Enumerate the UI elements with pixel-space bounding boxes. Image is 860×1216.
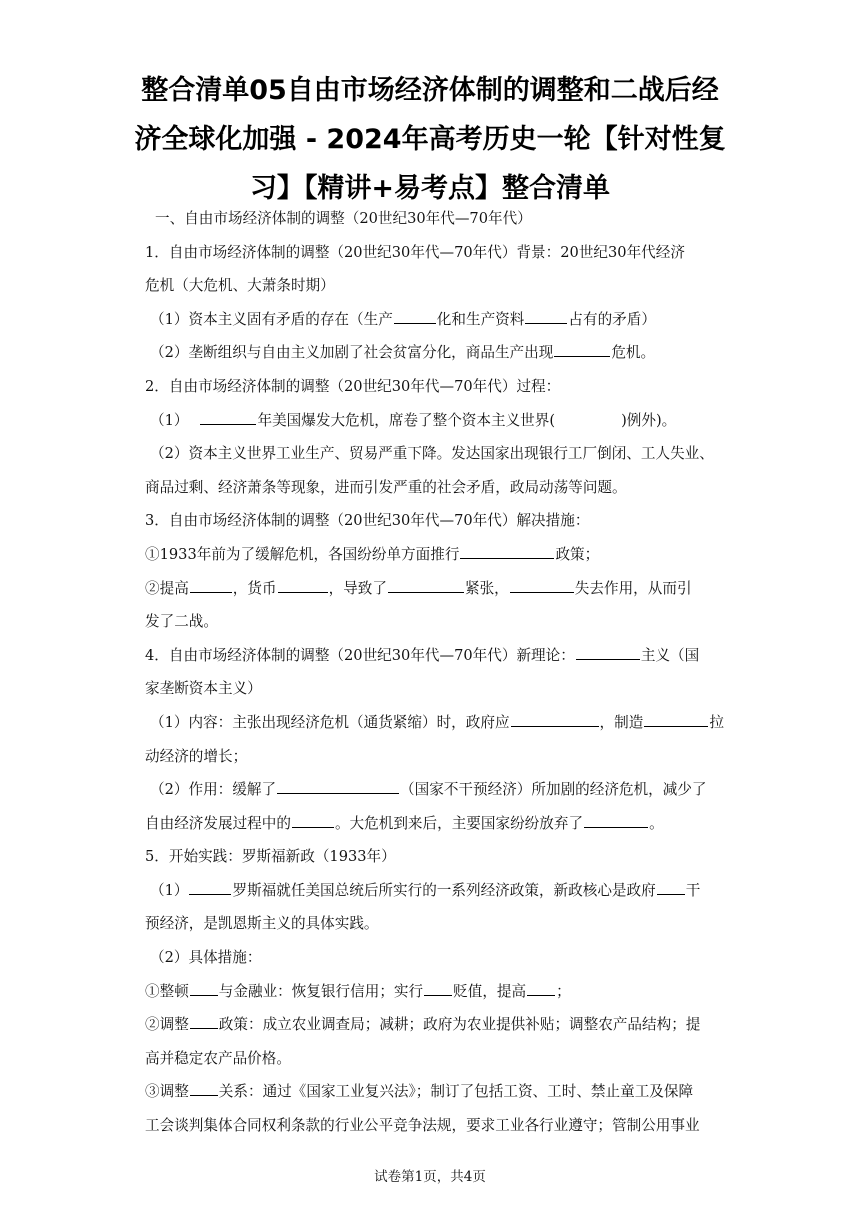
text-line: 3．自由市场经济体制的调整（20世纪30年代—70年代）解决措施： (145, 512, 590, 530)
text-line: ②提高 ，货币 ，导致了 紧张， 失去作用，从而引 (145, 572, 725, 606)
text-line: 家垄断资本主义） (145, 680, 262, 698)
text-line: ①1933年前为了缓解危机，各国纷纷单方面推行 政策； (145, 538, 725, 572)
text-line: 1．自由市场经济体制的调整（20世纪30年代—70年代）背景：20世纪30年代经济 (145, 243, 685, 261)
text-line: ①整顿 与金融业：恢复银行信用；实行 贬值，提高 ； (145, 975, 725, 1009)
fill-blank[interactable] (278, 574, 328, 593)
title-line-1: 整合清单05自由市场经济体制的调整和二战后经 (141, 75, 719, 106)
fill-blank[interactable] (510, 574, 574, 593)
section-heading: 一、自由市场经济体制的调整（20世纪30年代—70年代） (155, 210, 532, 227)
fill-blank[interactable] (527, 977, 555, 996)
text-line: （2）作用：缓解了 （国家不干预经济）所加剧的经济危机，减少了 (145, 773, 725, 807)
fill-blank[interactable] (511, 708, 599, 727)
text-line: （2）资本主义世界工业生产、贸易严重下降。发达国家出现银行工厂倒闭、工人失业、 (150, 445, 714, 463)
text-line: 自由经济发展过程中的 。大危机到来后，主要国家纷纷放弃了 。 (145, 807, 725, 841)
text-line: （1）资本主义固有矛盾的存在（生产 化和生产资料 占有的矛盾） (145, 303, 725, 337)
text-line: （2）具体措施： (150, 949, 262, 967)
text-line: 预经济，是凯恩斯主义的具体实践。 (145, 915, 379, 933)
fill-blank[interactable] (190, 1077, 218, 1096)
fill-blank[interactable] (525, 305, 567, 324)
text-line: 动经济的增长； (145, 747, 248, 765)
title-line-3: 习】【精讲+易考点】整合清单 (249, 173, 611, 204)
text-line: ③调整 关系：通过《国家工业复兴法》；制订了包括工资、工时、禁止童工及保障 (145, 1075, 725, 1109)
text-line: 2．自由市场经济体制的调整（20世纪30年代—70年代）过程： (145, 377, 561, 395)
text-line: 4．自由市场经济体制的调整（20世纪30年代—70年代）新理论： 主义（国 (145, 639, 725, 673)
text-line: （1）内容：主张出现经济危机（通货紧缩）时，政府应 ，制造 拉 (145, 706, 725, 740)
document-body (145, 202, 725, 1143)
fill-blank[interactable] (189, 876, 231, 895)
text-line: （1） 年美国爆发大危机，席卷了整个资本主义世界( )例外)。 (145, 404, 725, 438)
fill-blank[interactable] (200, 406, 256, 425)
fill-blank[interactable] (388, 574, 464, 593)
text-line: ②调整 政策：成立农业调查局；减耕；政府为农业提供补贴；调整农产品结构；提 (145, 1008, 725, 1042)
fill-blank[interactable] (554, 338, 610, 357)
fill-blank[interactable] (394, 305, 436, 324)
fill-blank[interactable] (460, 540, 554, 559)
fill-blank[interactable] (657, 876, 685, 895)
fill-blank[interactable] (424, 977, 452, 996)
title-line-2: 济全球化加强 - 2024年高考历史一轮【针对性复 (134, 124, 726, 155)
text-line: 高并稳定农产品价格。 (145, 1049, 291, 1067)
text-line: 5．开始实践：罗斯福新政（1933年） (145, 848, 396, 866)
fill-blank[interactable] (190, 977, 218, 996)
text-line: 发了二战。 (145, 613, 218, 631)
fill-blank[interactable] (292, 809, 334, 828)
fill-blank[interactable] (190, 1010, 218, 1029)
document-title (0, 66, 860, 213)
text-line: （1） 罗斯福就任美国总统后所实行的一系列经济政策，新政核心是政府 干 (145, 874, 725, 908)
text-line: 工会谈判集体合同权利条款的行业公平竞争法规，要求工业各行业遵守；管制公用事业 (145, 1117, 700, 1135)
text-line: 危机（大危机、大萧条时期） (145, 277, 335, 295)
fill-blank[interactable] (584, 809, 648, 828)
fill-blank[interactable] (644, 708, 708, 727)
fill-blank[interactable] (277, 775, 399, 794)
fill-blank[interactable] (190, 574, 232, 593)
text-line: （2）垄断组织与自由主义加剧了社会贫富分化，商品生产出现 危机。 (145, 336, 725, 370)
fill-blank[interactable] (576, 641, 640, 660)
text-line: 商品过剩、经济萧条等现象，进而引发严重的社会矛盾，政局动荡等问题。 (145, 478, 627, 496)
page-footer: 试卷第1页，共4页 (374, 1169, 486, 1185)
